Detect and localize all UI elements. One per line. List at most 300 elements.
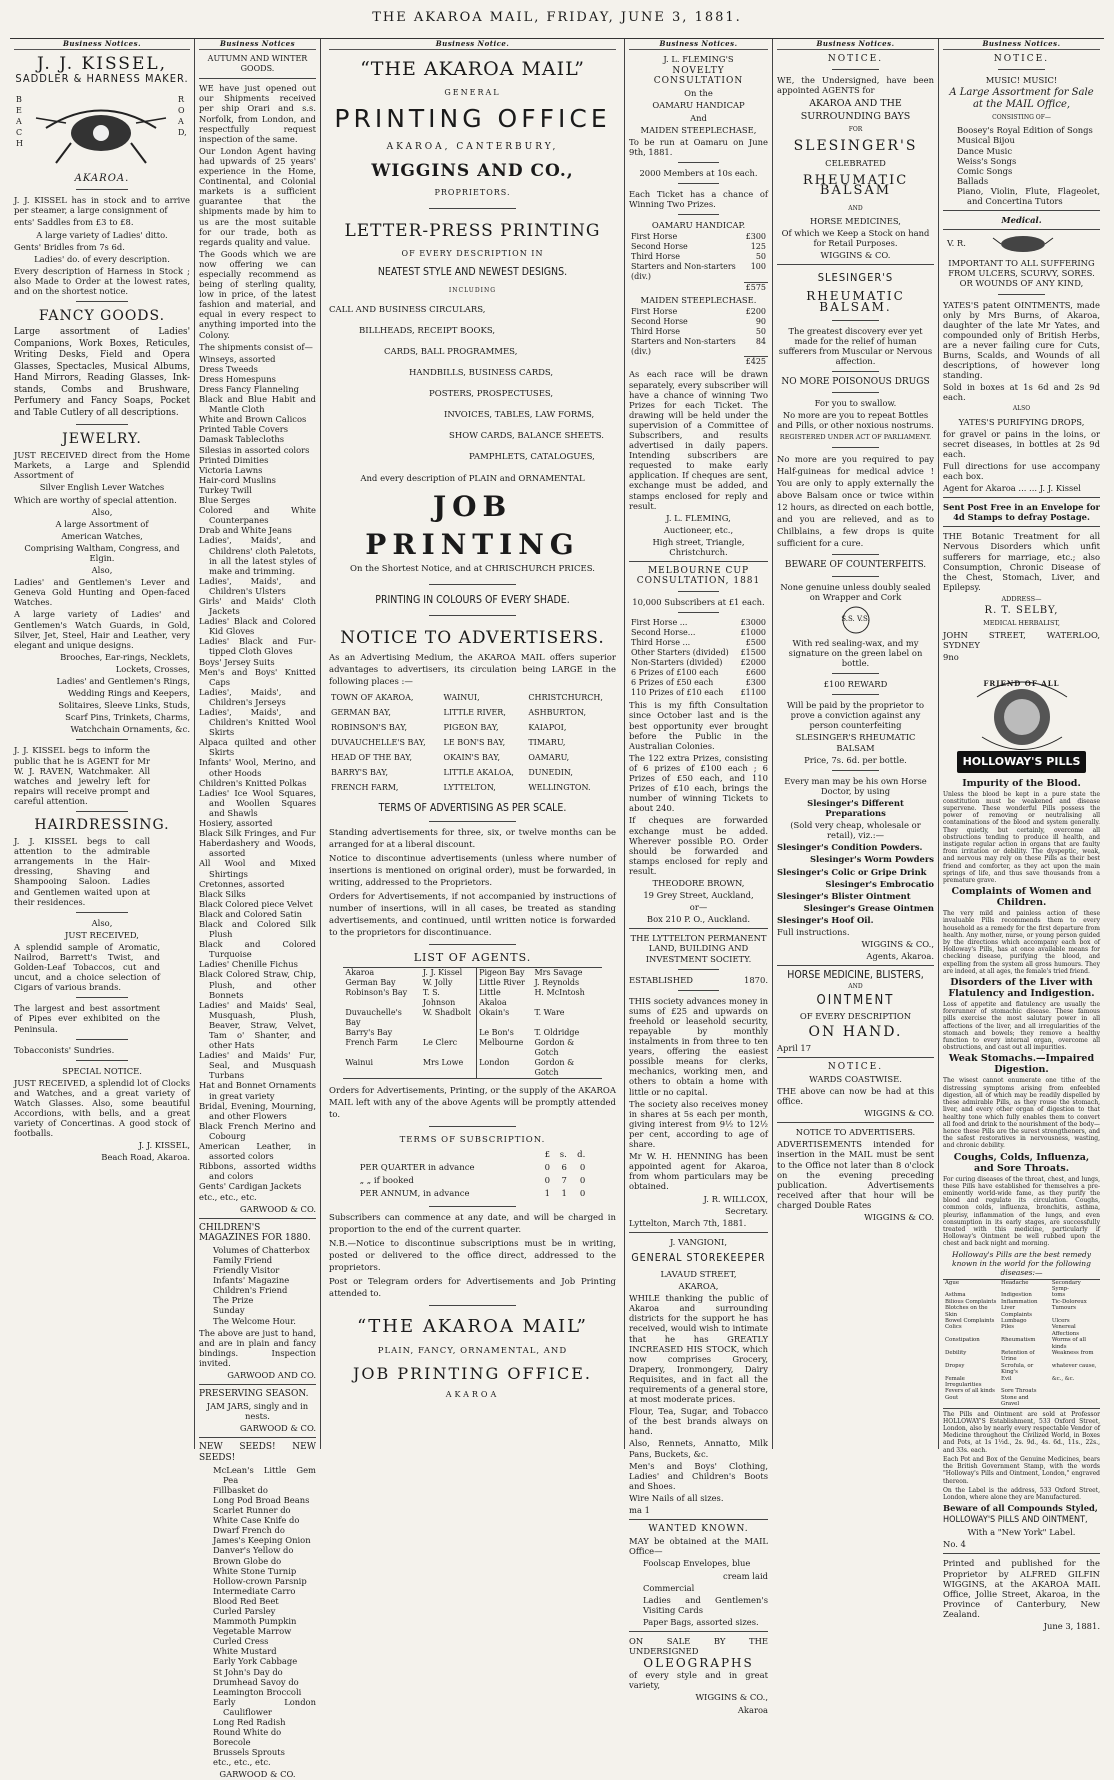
music-list: [943, 125, 1100, 206]
colours-label: PRINTING IN COLOURS OF EVERY SHADE.: [375, 593, 570, 606]
beach-label: BEACH: [16, 95, 23, 149]
sold-p: (Sold very cheap, wholesale or retail), viz.:—: [790, 820, 921, 841]
list-item: Ladies and Gentlemen's Visiting Cards: [643, 1594, 768, 1615]
divider: [943, 497, 1100, 498]
divider: [76, 811, 129, 812]
also: Also,: [91, 506, 113, 517]
divider: [678, 214, 720, 215]
hairdressing-title: HAIRDRESSING.: [34, 817, 170, 834]
table-cell: £425: [745, 357, 766, 367]
akaroa-label: AKAROA,: [678, 1281, 719, 1292]
list-item: Ladies', Maids', and Childrens' cloth Paletots, in all the latest styles of make and trimming.: [199, 535, 316, 576]
maiden-prizes-table: [629, 307, 768, 368]
list-item: Borecole: [213, 1737, 251, 1748]
table-cell: GERMAN BAY,: [331, 707, 391, 717]
table-cell: Pigeon Bay: [477, 968, 533, 979]
list-item: Boys' Jersey Suits: [199, 656, 275, 667]
impurity-p: Unless the blood be kept in a pure state the constitution must be weakened and disease supervene. These wonderful Pills possess the power of removing or neutralising all contaminations of the blood and system generally. They quietly, but certainly, overcome all obstructions tending to produce ill health, and instigate regular action in organs that are faulty from irritation or debility. The dyspeptic, weak, and nervous may rely on these Pills as their best friend and comforter, as they act upon the main springs of life, and thus save thousands from a premature grave.: [943, 790, 1100, 885]
selby-name: R. T. SELBY,: [984, 605, 1059, 617]
list-item: Black Silks: [199, 888, 246, 899]
april-date: April 17: [777, 1042, 812, 1053]
footer-subtitle: PLAIN, FANCY, ORNAMENTAL, AND: [377, 1346, 568, 1357]
vang-p5: Wire Nails of all sizes.: [629, 1492, 724, 1503]
table-cell: „ „ if booked: [359, 1176, 414, 1187]
notice-title-2: NOTICE.: [827, 1061, 884, 1072]
drops-p: for gravel or pains in the loins, or secret diseases, in bottles at 2s 9d each.: [943, 428, 1100, 459]
divider: [629, 928, 768, 929]
kissel-address: Beach Road, Akaroa.: [101, 1152, 190, 1163]
ointment-title: OINTMENT: [816, 993, 895, 1009]
list-item: Comic Songs: [957, 165, 1013, 176]
table-cell: s.: [559, 1150, 567, 1161]
table-cell: J. Reynolds: [534, 978, 580, 988]
list-item: Family Friend: [213, 1254, 273, 1265]
divider: [832, 770, 879, 771]
divider: [678, 990, 720, 991]
kissel-signature: J. J. KISSEL,: [138, 1140, 190, 1151]
divider: [429, 1126, 515, 1127]
list-item: Ladies' and Maids' Fur, Seal, and Musquash Turbans: [199, 1050, 316, 1081]
akaroa-label: AKAROA.: [74, 173, 130, 185]
table-cell: Tumours: [1051, 1305, 1077, 1312]
table-cell: TIMARU,: [528, 737, 566, 747]
list-item: Black French Merino and Cobourg: [199, 1120, 316, 1141]
list-item: Black and Blue Habit and Mantle Cloth: [199, 394, 316, 415]
pipes-body: The largest and best assortment of Pipes ever exhibited on the Peninsula.: [14, 1003, 160, 1034]
divider: [629, 561, 768, 562]
table-cell: Duvauchelle's Bay: [345, 1008, 402, 1028]
table-row: [629, 337, 768, 357]
footer-job-title: JOB PRINTING OFFICE.: [352, 1364, 592, 1384]
jewelry-p7: Ladies' and Gentlemen's Lever and Geneva Gold Hunting and Open-faced Watches.: [14, 577, 190, 608]
table-cell: £300: [745, 232, 766, 242]
kissel-p4: Gents' Bridles from 7s 6d.: [14, 241, 125, 252]
table-cell: 0: [579, 1176, 586, 1187]
divider: [943, 1553, 1100, 1554]
jewelry-list: [14, 652, 190, 735]
divider: [429, 584, 515, 585]
printing-office-title: PRINTING OFFICE: [334, 104, 611, 134]
beware-counterfeits: BEWARE OF COUNTERFEITS.: [784, 560, 927, 571]
divider: [943, 210, 1100, 211]
list-item: Scarf Pins, Trinkets, Charms,: [65, 712, 190, 723]
coughs-p: For curing diseases of the throat, chest, and lungs, these Pills have established for themselves a pre-eminently world-wide fame, as they purify the blood and regulate its circulation. Coughs, common colds, influenza, bronchitis, asthma, pleurisy, inflammation of the lungs, and even consumption in its early stages, are successfully treated with this medicine, particularly if Holloway's Ointment be well rubbed upon the chest and back night and morning.: [943, 1175, 1100, 1248]
table-cell: Weakness from: [1051, 1350, 1094, 1357]
table-cell: BARRY'S BAY,: [331, 767, 389, 777]
table-cell: Tic-Doloreux: [1051, 1298, 1087, 1305]
table-row: [343, 988, 601, 1008]
wards-coastwise: WARDS COASTWISE.: [809, 1073, 902, 1084]
table-cell: Robinson's Bay: [345, 988, 408, 998]
list-item: Dress Homespuns: [199, 373, 276, 384]
list-item: Dwarf French do: [213, 1525, 285, 1536]
auctioneer: Auctioneer, etc.,: [663, 524, 734, 535]
list-item: Fillbasket do: [213, 1484, 268, 1495]
list-item: Watchchain Ornaments, &c.: [70, 724, 190, 735]
oleo-p: ON SALE BY THE UNDERSIGNED: [629, 1635, 768, 1657]
proprietors-label: PROPRIETORS.: [434, 188, 511, 198]
nta-p: ADVERTISEMENTS intended for insertion in the MAIL must be sent to the Office not later than 8 o'clock on the evening preceding publication. Advertisements received after that hour will be charged Double Rates: [777, 1139, 934, 1210]
newspaper-columns: [10, 38, 1104, 1780]
seeds-list: [199, 1465, 316, 1768]
list-item: All Wool and Mixed Shirtings: [199, 858, 316, 879]
list-item: The Welcome Hour.: [213, 1315, 296, 1326]
list-item: Curled Cress: [213, 1636, 269, 1647]
list-item: Slesinger's Colic or Gripe Drink: [777, 866, 927, 877]
table-cell: ASHBURTON,: [528, 707, 587, 717]
footer-akaroa-mail-title: “THE AKAROA MAIL”: [357, 1316, 588, 1338]
table-cell: [1050, 1395, 1100, 1408]
jewelry-p8: A large variety of Ladies' and Gentlemen's Watch Guards, in Gold, Silver, Jet, Steel, Hair and Leather, very elegant and unique designs.: [14, 609, 190, 650]
akaroa-mail-title: “THE AKAROA MAIL”: [360, 58, 585, 81]
table-cell: Mrs Savage: [534, 968, 583, 978]
list-item: Piano, Violin, Flute, Flageolet, and Concertina Tutors: [957, 185, 1100, 207]
list-item: Hat and Bonnet Ornaments in great variety: [199, 1080, 316, 1101]
yates-p: YATES'S patent OINTMENTS, made only by Mrs Burns, of Akaroa, daughter of the late Mr Yates, and compounded only of British Herbs, are a never failing cure for Cuts, Burns, Scalds, and Wounds of all descriptions, of however long standing.: [943, 299, 1100, 381]
jewelry-p4: A large Assortment of: [55, 518, 149, 529]
john-street: JOHN STREET, WATERLOO, SYDNEY: [943, 630, 1100, 651]
table-cell: J. J. Kissel: [422, 968, 463, 978]
list-item: White Stone Turnip: [213, 1565, 297, 1576]
holloway-emblem-block: [943, 667, 1100, 777]
list-item: Volumes of Chatterbox: [213, 1244, 310, 1255]
list-item: Cretonnes, assorted: [199, 878, 285, 889]
lytt-p2: The society also receives money in shares at 5s each per month, giving interest from 9½ to 12½ per cent, according to age of share.: [629, 1098, 768, 1150]
list-item: Slesinger's Grease Ointmen: [803, 902, 934, 913]
repair-notice: J. J. KISSEL begs to inform the public that he is AGENT for Mr W. J. RAVEN, Watchmaker. All watches and jewelry left for repairs will receive prompt and careful attention.: [14, 745, 150, 806]
column-header: Business Notices.: [14, 39, 190, 50]
oamaru-prizes-table: [629, 232, 768, 293]
of-every-label: OF EVERY DESCRIPTION IN: [401, 249, 544, 259]
divider: [76, 997, 129, 998]
list-item: Haberdashery and Woods, assorted: [199, 838, 316, 859]
list-item: Round White do: [213, 1727, 282, 1738]
table-cell: W. Shadbolt: [422, 1008, 471, 1018]
melbourne-prizes-table: [629, 618, 768, 698]
column-4: [624, 39, 772, 1715]
table-cell: First Horse ...: [631, 618, 688, 628]
subs-p3: Post or Telegram orders for Advertisements and Job Printing attended to.: [329, 1277, 616, 1300]
letterpress-title: LETTER-PRESS PRINTING: [344, 221, 601, 242]
table-cell: whatever cause,: [1051, 1362, 1097, 1369]
wanted-title: WANTED KNOWN.: [648, 1524, 749, 1535]
divider: [777, 965, 934, 966]
list-item: Hair-cord Muslins: [199, 474, 276, 485]
wiggins-title: WIGGINS AND CO.,: [371, 161, 574, 182]
list-item: White and Brown Calicos: [199, 414, 307, 425]
horse-medicines: HORSE MEDICINES,: [810, 215, 901, 226]
table-cell: Little Akaloa: [477, 988, 533, 1008]
divider: [678, 183, 720, 184]
list-item: Ladies', Maids', and Children's Jerseys: [199, 686, 316, 707]
divider: [998, 69, 1045, 70]
agents-note: Orders for Advertisements, Printing, or the supply of the AKAROA MAIL left with any of the above Agents will be promptly attended to.: [329, 1086, 616, 1121]
table-row: [343, 978, 601, 988]
table-cell: London: [477, 1058, 533, 1079]
and-label: AND: [848, 983, 863, 991]
divider: [429, 1206, 515, 1207]
liver-title: Disorders of the Liver with Flatulency and Indigestion.: [948, 977, 1095, 1000]
table-cell: Fevers of all kinds: [945, 1388, 995, 1395]
royal-crest-block: [943, 234, 1100, 256]
preserving-title: PRESERVING SEASON.: [199, 1389, 309, 1400]
list-item: Men's and Boys' Knitted Caps: [199, 666, 316, 687]
table-cell: £600: [745, 668, 766, 678]
table-row: [329, 690, 616, 705]
list-item: Hosiery, assorted: [199, 818, 273, 829]
divider: [76, 912, 129, 913]
list-item: etc., etc., etc.: [199, 1191, 257, 1202]
table-cell: Little River: [477, 978, 533, 988]
list-item: Ladies' Ice Wool Squares, and Woollen Squares and Shawls: [199, 787, 316, 818]
table-row: [329, 720, 616, 735]
table-cell: H. McIntosh: [534, 988, 585, 998]
divider: [76, 1060, 129, 1061]
maiden: MAIDEN STEEPLECHASE,: [640, 124, 757, 135]
table-cell: Headache: [1001, 1279, 1029, 1286]
table-row: [343, 968, 601, 979]
job-printing-title: JOB PRINTING: [365, 489, 580, 561]
remedy-p: Holloway's Pills are the best remedy known in the world for the following diseases:—: [952, 1249, 1091, 1277]
list-item: Early London Cauliflower: [213, 1696, 316, 1717]
table-row: [943, 1395, 1100, 1408]
melb-p3: If cheques are forwarded exchange must be added. Wherever possible P.O. Order should be forwarded and stamps enclosed for reply and result.: [629, 815, 768, 876]
address-label: ADDRESS—: [1001, 594, 1042, 603]
list-item: Ladies', Maids', and Children's Ulsters: [199, 575, 316, 596]
sold-at-p: The Pills and Ointment are sold at Professor HOLLOWAY'S Establishment, 533 Oxford Street, London, also by nearly every respectable Vendor of Medicine throughout the Civilized World, in Boxes and Pots, at 1s 1½d., 2s. 9d., 4s. 6d., 11s., 22s., and 33s. each.: [943, 1410, 1100, 1454]
list-item: Black Colored piece Velvet: [199, 898, 313, 909]
table-cell: Piles: [1001, 1324, 1015, 1331]
masthead: THE AKAROA MAIL, FRIDAY, JUNE 3, 1881.: [372, 10, 742, 25]
divider: [429, 821, 515, 822]
table-cell: Lumbago: [1001, 1317, 1027, 1324]
list-item: Black and Colored Satin: [199, 908, 302, 919]
jewelry-title: JEWELRY.: [62, 431, 142, 448]
table-row: [343, 1008, 601, 1028]
melbourne-subs: 10,000 Subscribers at £1 each.: [632, 597, 765, 608]
column-2: [194, 39, 320, 1780]
table-cell: Secondary Symp-: [1051, 1279, 1081, 1292]
melbourne-title: MELBOURNE CUP CONSULTATION, 1881: [636, 566, 761, 587]
consisting-label: CONSISTING OF—: [992, 114, 1051, 122]
list-item: Curled Parsley: [213, 1605, 276, 1616]
coughs-title: Coughs, Colds, Influenza, and Sore Throats.: [953, 1151, 1090, 1174]
garwood-signature: GARWOOD & CO.: [239, 1203, 316, 1214]
divider: [832, 447, 879, 448]
divider: [832, 554, 879, 555]
notice-title: NOTICE.: [993, 54, 1050, 65]
list-item: Black Colored Straw, Chip, Plush, and other Bonnets: [199, 969, 316, 1000]
table-cell: PER QUARTER in advance: [359, 1163, 475, 1174]
notice-title: NOTICE.: [827, 54, 884, 65]
lyttelton-title: THE LYTTELTON PERMANENT LAND, BUILDING AND INVESTMENT SOCIETY.: [630, 933, 767, 964]
established-row: [629, 975, 768, 985]
column-header: Business Notices.: [943, 39, 1100, 50]
list-item: Black and Colored Turquoise: [199, 939, 316, 960]
table-row: [629, 252, 768, 262]
ms-title: MAIDEN STEEPLECHASE.: [640, 294, 757, 305]
kissel-p1: J. J. KISSEL has in stock and to arrive per steamer, a large consignment of: [14, 195, 190, 216]
table-cell: Gordon & Gotch: [534, 1058, 575, 1078]
autumn-p3: The Goods which we are now offering we can especially recommend as being of sterling quality, low in price, of the latest fashion and material, and equal in every respect to anything imported into the Colony.: [199, 248, 316, 340]
table-cell: French Farm: [345, 1038, 398, 1048]
storekeeper-title: GENERAL STOREKEEPER: [631, 1251, 766, 1264]
table-row: [358, 1175, 588, 1188]
table-cell: OKAIN'S BAY,: [443, 752, 501, 762]
table-cell: 125: [750, 242, 766, 252]
table-cell: T. S. Johnson: [422, 988, 456, 1008]
new-york-label: With a "New York" Label.: [967, 1527, 1076, 1538]
list-item: POSTERS, PROSPECTUSES,: [429, 388, 554, 399]
table-cell: £575: [745, 282, 766, 292]
table-cell: Liver Complaints: [1001, 1305, 1033, 1318]
table-cell: Retention of Urine: [1001, 1350, 1035, 1363]
column-1: [10, 39, 194, 1449]
reward-p: Will be paid by the proprietor to prove a conviction against any person counterfeiting: [786, 700, 925, 731]
table-row: [943, 1324, 1100, 1337]
table-cell: Worms of all kinds: [1051, 1337, 1087, 1350]
table-row: [629, 648, 768, 658]
divider: [998, 294, 1045, 295]
table-cell: First Horse: [631, 232, 678, 242]
table-cell: Inflammation: [1001, 1298, 1038, 1305]
list-item: Damask Tablecloths: [199, 434, 285, 445]
table-cell: Bowel Complaints: [945, 1317, 995, 1324]
divider: [629, 1232, 768, 1233]
list-item: Blue Serges: [199, 495, 251, 506]
melb-p1: This is my fifth Consultation since October last and is the best opportunity ever brought before the Public in the Australian Colonies.: [629, 700, 768, 751]
kissel-p5: Ladies' do. of every description.: [34, 253, 170, 264]
table-cell: Evil: [1001, 1375, 1012, 1382]
fancy-goods-body: Large assortment of Ladies' Companions, Work Boxes, Reticules, Writing Desks, Field and Opera Glasses, Spectacles, Musical Albums, Hand Mirrors, Reading Glasses, Ink-stands, Combs and Brushware, Perfumery and Fancy Soaps, Pocket and Table Cutlery of all descriptions.: [14, 327, 190, 418]
brown-box: Box 210 P. O., Auckland.: [646, 914, 751, 925]
table-cell: Constipation: [945, 1337, 980, 1344]
jewelry-p2: Silver English Lever Watches: [39, 482, 165, 493]
table-row: [358, 1188, 588, 1201]
divider: [777, 264, 934, 265]
jewelry-p1: JUST RECEIVED direct from the Home Markets, a Large and Splendid Assortment of: [14, 450, 190, 481]
table-cell: LITTLE RIVER,: [443, 707, 506, 717]
fleming-head: J. L. FLEMING'S: [663, 54, 734, 65]
divider: [832, 371, 879, 372]
including-label: INCLUDING: [448, 286, 497, 294]
herbalist-label: MEDICAL HERBALIST,: [983, 619, 1060, 628]
divider: [832, 392, 879, 393]
divider: [678, 162, 720, 163]
slesinger-title-2: SLESINGER'S: [817, 271, 894, 285]
jewelry-p5: American Watches,: [61, 530, 143, 541]
wanted-p: MAY be obtained at the MAIL Office—: [629, 1536, 768, 1557]
vang-p3: Also, Rennets, Annatto, Milk Pans, Buckets, &c.: [629, 1438, 768, 1459]
list-item: White Mustard: [213, 1646, 277, 1657]
table-row: [329, 780, 616, 795]
list-item: Ladies' and Gentlemen's Rings,: [56, 676, 190, 686]
wiggins-sign: WIGGINS & CO.: [820, 250, 891, 261]
subs-p2: N.B.—Notice to discontinue subscriptions must be in writing, posted or delivered to the office direct, addressed to the proprietors.: [329, 1239, 616, 1274]
list-item: Ribbons, assorted widths and colors: [199, 1161, 316, 1182]
genuine-p: None genuine unless doubly sealed on Wrapper and Cork: [780, 581, 931, 602]
lytt-p3: Mr W. H. HENNING has been appointed agent for Akaroa, from whom particulars may be obtained.: [629, 1151, 768, 1192]
table-cell: d.: [577, 1150, 586, 1161]
list-item: Solitaires, Sleeve Links, Studs,: [58, 700, 190, 711]
table-cell: Stone and Gravel: [1001, 1394, 1029, 1408]
agents-p: WE, the Undersigned, have been appointed AGENTS for: [777, 75, 934, 96]
wiggins-sign: WIGGINS & CO.: [864, 1108, 934, 1119]
on-the: On the: [684, 88, 713, 99]
subscription-table: [358, 1149, 588, 1201]
table-cell: Sore Throats: [1001, 1388, 1037, 1395]
magazines-title: CHILDREN'S MAGAZINES FOR 1880.: [199, 1222, 311, 1243]
autumn-p4: The shipments consist of—: [199, 341, 313, 352]
list-item: Friendly Visitor: [213, 1265, 280, 1276]
list-item: Ladies' Chenille Fichus: [199, 959, 298, 970]
kissel-p2: ents' Saddles from £3 to £8.: [14, 217, 134, 228]
vang-p4: Men's and Boys' Clothing, Ladies' and Children's Boots and Shoes.: [629, 1460, 768, 1491]
draw-p: As each race will be drawn separately, every subscriber will have a chance of winning Two Prizes for each Ticket. The drawing will be held under the supervision of a Committee of Subscribers, and results advertised in daily papers. Intending subscribers are requested to make early application. If cheques are sent, exchange must be added, and stamps enclosed for reply and result.: [629, 369, 768, 511]
table-cell: PIGEON BAY,: [443, 722, 499, 732]
table-cell: Starters and Non-starters (div.): [631, 262, 736, 282]
horse-doctor-p: Every man may be his own Horse Doctor, by using: [784, 775, 927, 796]
lytt-date: Lyttelton, March 7th, 1881.: [629, 1217, 747, 1228]
preserving-body: JAM JARS, singly and in nests.: [206, 1401, 309, 1422]
table-cell: Indigestion: [1001, 1292, 1032, 1299]
greatest-p: The greatest discovery ever yet made for the relief of human sufferers from Muscular or Nervous affection.: [778, 325, 933, 366]
list-item: Ladies' Black and Colored Kid Gloves: [199, 616, 316, 637]
vang-p1: WHILE thanking the public of Akaroa and surrounding districts for the support he has received, would wish to intimate that he has GREATLY INCREASED HIS STOCK, which now comprises Grocery, Drapery, Ironmongery, Dairy Requisites, and in fact all the requirements of a general store, at most moderate prices.: [629, 1293, 768, 1405]
list-item: Children's Friend: [213, 1285, 288, 1296]
wiggins-sign: WIGGINS & CO.,: [861, 939, 934, 950]
divider: [429, 944, 515, 945]
complaints-p: The very mild and painless action of these invaluable Pills recommends them to every household as a remedy for the first departure from health. Any mother, nurse, or young person guided by the directions which accompany each box of Holloway's Pills, has at once available means for checking disease, purifying the blood, and expelling from the system all gross humours. They are indeed, at all ages, the female's tried friend.: [943, 910, 1100, 975]
rheumatic-balsam-title: RHEUMATIC BALSAM: [802, 172, 909, 198]
plain-label: And every description of PLAIN and ORNAMENTAL: [360, 473, 585, 484]
table-row: [629, 618, 768, 628]
table-row: [629, 658, 768, 668]
divider: [429, 1305, 515, 1306]
table-cell: T. Oldridge: [534, 1028, 580, 1038]
autumn-title: AUTUMN AND WINTER GOODS.: [207, 54, 308, 74]
divider: [199, 1437, 316, 1438]
list-item: Ladies', Maids', and Children's Knitted Wool Skirts: [199, 707, 316, 738]
oleo-p2: of every style and in great variety,: [629, 1670, 768, 1691]
divider: [199, 78, 316, 79]
tobacco-body: A splendid sample of Aromatic, Nailrod, Barrett's Twist, and Golden-Leaf Tobaccos, cut and uncut, and a choice selection of Cigars of various brands.: [14, 941, 160, 993]
divider: [678, 612, 720, 613]
list-item: Infants' Magazine: [213, 1275, 290, 1286]
jewelry-p3: Which are worthy of special attention.: [14, 494, 177, 505]
list-item: Dress Fancy Flanneling: [199, 384, 299, 394]
autumn-p2: Our London Agent having had upwards of 25 years' experience in the Home, Continental, and Colonial markets is a sufficient guarantee that the shipments made by him to us are the most suitable for our trade, both as regards quality and value.: [199, 145, 316, 247]
table-cell: Mrs Lowe: [422, 1058, 464, 1068]
list-item: Drab and White Jeans: [199, 525, 292, 536]
table-row: [629, 638, 768, 648]
autumn-p1: WE have just opened out our Shipments received per ship Orari and s.s. Norfolk, from London, and respectfully request inspection of the same.: [199, 83, 316, 144]
table-cell: TOWN OF AKAROA,: [331, 692, 414, 702]
table-cell: £1500: [740, 648, 766, 658]
table-cell: £200: [745, 306, 766, 316]
on-hand-title: ON HAND.: [808, 1023, 903, 1040]
and-label: And: [690, 112, 707, 123]
list-item: Foolscap Envelopes, blue: [643, 1558, 751, 1569]
registered: REGISTERED UNDER ACT OF PARLIAMENT.: [779, 433, 932, 442]
table-cell: Asthma: [945, 1292, 966, 1299]
list-item: James's Keeping Onion: [213, 1535, 311, 1546]
table-row: [629, 282, 768, 293]
surrounding-bays: AKAROA AND THE SURROUNDING BAYS: [800, 98, 911, 123]
also: Also,: [91, 917, 113, 928]
full-directions: Full directions for use accompany each box.: [943, 460, 1100, 481]
table-cell: 1: [561, 1189, 567, 1200]
